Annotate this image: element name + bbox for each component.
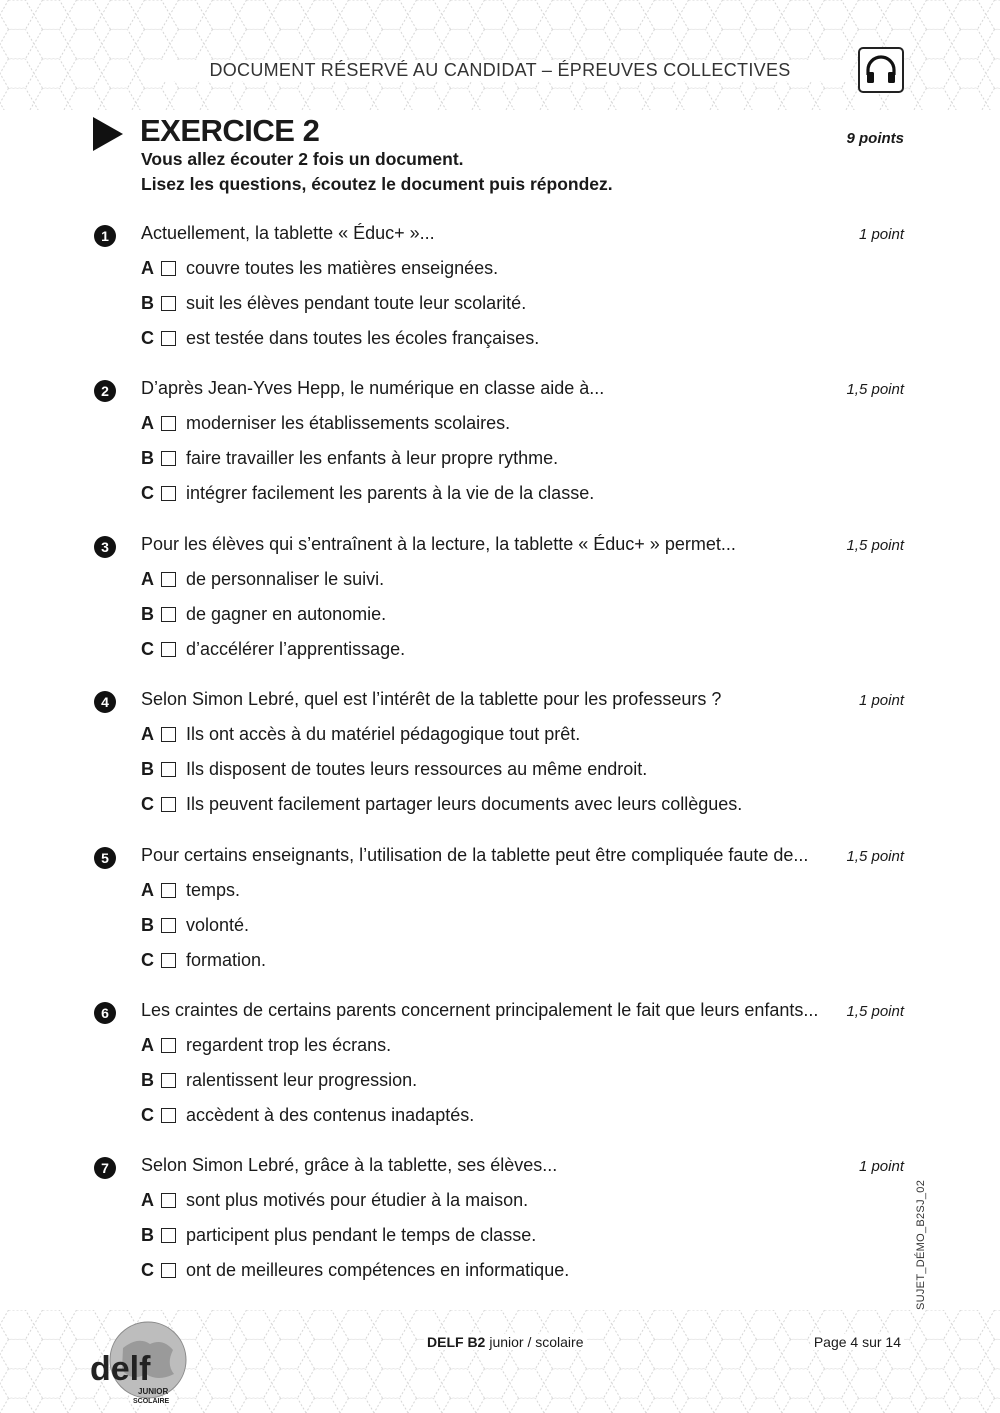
option-text: volonté. — [186, 915, 250, 935]
checkbox[interactable] — [161, 261, 176, 276]
option-text: de personnaliser le suivi. — [186, 569, 385, 589]
option-c[interactable] — [141, 639, 405, 660]
checkbox[interactable] — [161, 486, 176, 501]
option-text: Ils peuvent facilement partager leurs documents avec leurs collègues. — [186, 794, 743, 814]
option-b[interactable] — [141, 604, 386, 625]
option-b[interactable] — [141, 1070, 417, 1091]
option-letter: C — [141, 483, 154, 503]
audio-badge — [858, 47, 904, 93]
question-points: 1,5 point — [846, 537, 904, 554]
option-c[interactable] — [141, 1105, 474, 1126]
option-a[interactable] — [141, 1035, 391, 1056]
option-letter: C — [141, 639, 154, 659]
option-text: moderniser les établissements scolaires. — [186, 413, 511, 433]
option-c[interactable] — [141, 328, 539, 349]
question-number: 5 — [94, 847, 116, 869]
question-text: Pour certains enseignants, l’utilisation de la tablette peut être compliquée faute de... — [141, 845, 809, 865]
question-points: 1 point — [858, 226, 904, 243]
checkbox[interactable] — [161, 1073, 176, 1088]
option-text: sont plus motivés pour étudier à la maison. — [186, 1190, 529, 1210]
checkbox[interactable] — [161, 572, 176, 587]
option-b[interactable] — [141, 293, 526, 314]
question-points: 1,5 point — [846, 848, 904, 865]
question-number: 1 — [94, 225, 116, 247]
option-text: est testée dans toutes les écoles françaises. — [186, 328, 540, 348]
option-text: suit les élèves pendant toute leur scolarité. — [186, 293, 527, 313]
footer-exam — [424, 1334, 587, 1350]
option-b[interactable] — [141, 915, 249, 936]
instruction-line-1: Vous allez écouter 2 fois un document. — [141, 149, 464, 169]
instruction-line-2: Lisez les questions, écoutez le document puis répondez. — [141, 174, 613, 194]
option-text: temps. — [186, 880, 241, 900]
checkbox[interactable] — [161, 1228, 176, 1243]
option-letter: A — [141, 258, 154, 278]
option-a[interactable] — [141, 258, 498, 279]
option-letter: B — [141, 759, 154, 779]
question-text: Actuellement, la tablette « Éduc+ »... — [141, 223, 435, 243]
delf-logo — [88, 1318, 188, 1408]
checkbox[interactable] — [161, 1038, 176, 1053]
option-text: intégrer facilement les parents à la vie de la classe. — [186, 483, 595, 503]
option-letter: A — [141, 569, 154, 589]
option-a[interactable] — [141, 724, 580, 745]
question-number: 4 — [94, 691, 116, 713]
option-text: faire travailler les enfants à leur propre rythme. — [186, 448, 559, 468]
checkbox[interactable] — [161, 953, 176, 968]
logo-sub-1: JUNIOR — [138, 1387, 169, 1396]
option-text: ralentissent leur progression. — [186, 1070, 418, 1090]
header-title-text: DOCUMENT RÉSERVÉ AU CANDIDAT – ÉPREUVES COLLECTIVES — [203, 60, 796, 80]
option-c[interactable] — [141, 483, 594, 504]
question-points: 1 point — [858, 1158, 904, 1175]
option-letter: A — [141, 1035, 154, 1055]
option-c[interactable] — [141, 1260, 569, 1281]
checkbox[interactable] — [161, 918, 176, 933]
checkbox[interactable] — [161, 883, 176, 898]
checkbox[interactable] — [161, 797, 176, 812]
option-b[interactable] — [141, 448, 558, 469]
option-letter: B — [141, 604, 154, 624]
checkbox[interactable] — [161, 451, 176, 466]
option-a[interactable] — [141, 569, 384, 590]
option-letter: B — [141, 293, 154, 313]
option-text: de gagner en autonomie. — [186, 604, 387, 624]
option-letter: C — [141, 794, 154, 814]
exercise-title: EXERCICE 2 — [140, 113, 320, 148]
question-text: Pour les élèves qui s’entraînent à la lecture, la tablette « Éduc+ » permet... — [141, 534, 736, 554]
option-text: ont de meilleures compétences en informatique. — [186, 1260, 570, 1280]
question-points: 1,5 point — [846, 381, 904, 398]
checkbox[interactable] — [161, 1193, 176, 1208]
question-text: Selon Simon Lebré, grâce à la tablette, ses élèves... — [141, 1155, 558, 1175]
question-points: 1 point — [858, 692, 904, 709]
question-text: Les craintes de certains parents concernent principalement le fait que leurs enfants... — [141, 1000, 819, 1020]
option-letter: B — [141, 448, 154, 468]
checkbox[interactable] — [161, 296, 176, 311]
option-letter: C — [141, 950, 154, 970]
checkbox[interactable] — [161, 1263, 176, 1278]
checkbox[interactable] — [161, 607, 176, 622]
footer-level: junior / scolaire — [489, 1334, 584, 1350]
logo-word: delf — [90, 1350, 151, 1388]
checkbox[interactable] — [161, 1108, 176, 1123]
option-letter: C — [141, 1260, 154, 1280]
option-text: accèdent à des contenus inadaptés. — [186, 1105, 475, 1125]
play-arrow-icon — [93, 117, 123, 151]
option-c[interactable] — [141, 950, 266, 971]
option-letter: A — [141, 413, 154, 433]
option-text: participent plus pendant le temps de classe. — [186, 1225, 537, 1245]
option-text: Ils ont accès à du matériel pédagogique tout prêt. — [186, 724, 581, 744]
option-b[interactable] — [141, 1225, 536, 1246]
header-title — [150, 60, 850, 81]
question-points: 1,5 point — [846, 1003, 904, 1020]
logo-sub-2: SCOLAIRE — [133, 1398, 170, 1405]
option-text: Ils disposent de toutes leurs ressources au même endroit. — [186, 759, 648, 779]
checkbox[interactable] — [161, 642, 176, 657]
option-letter: B — [141, 1225, 154, 1245]
checkbox[interactable] — [161, 416, 176, 431]
option-letter: A — [141, 1190, 154, 1210]
question-number: 3 — [94, 536, 116, 558]
headphones-icon — [864, 55, 898, 85]
document-code: SUJET_DÉMO_B2SJ_02 — [915, 1179, 927, 1310]
checkbox[interactable] — [161, 762, 176, 777]
option-a[interactable] — [141, 880, 240, 901]
option-c[interactable] — [141, 794, 742, 815]
option-b[interactable] — [141, 759, 647, 780]
option-a[interactable] — [141, 413, 510, 434]
exercise-points: 9 points — [846, 130, 904, 147]
question-number: 7 — [94, 1157, 116, 1179]
question-text: D’après Jean-Yves Hepp, le numérique en classe aide à... — [141, 378, 605, 398]
option-a[interactable] — [141, 1190, 528, 1211]
question-number: 2 — [94, 380, 116, 402]
page-number: Page 4 sur 14 — [811, 1334, 904, 1350]
option-text: formation. — [186, 950, 267, 970]
hexagon-pattern-top — [0, 0, 1000, 110]
question-text: Selon Simon Lebré, quel est l’intérêt de la tablette pour les professeurs ? — [141, 689, 722, 709]
option-text: d’accélérer l’apprentissage. — [186, 639, 406, 659]
option-letter: B — [141, 915, 154, 935]
checkbox[interactable] — [161, 727, 176, 742]
option-letter: C — [141, 328, 154, 348]
option-letter: B — [141, 1070, 154, 1090]
option-letter: A — [141, 724, 154, 744]
checkbox[interactable] — [161, 331, 176, 346]
footer-exam-name: DELF B2 — [427, 1334, 486, 1350]
option-letter: A — [141, 880, 154, 900]
option-letter: C — [141, 1105, 154, 1125]
option-text: regardent trop les écrans. — [186, 1035, 392, 1055]
option-text: couvre toutes les matières enseignées. — [186, 258, 499, 278]
question-number: 6 — [94, 1002, 116, 1024]
